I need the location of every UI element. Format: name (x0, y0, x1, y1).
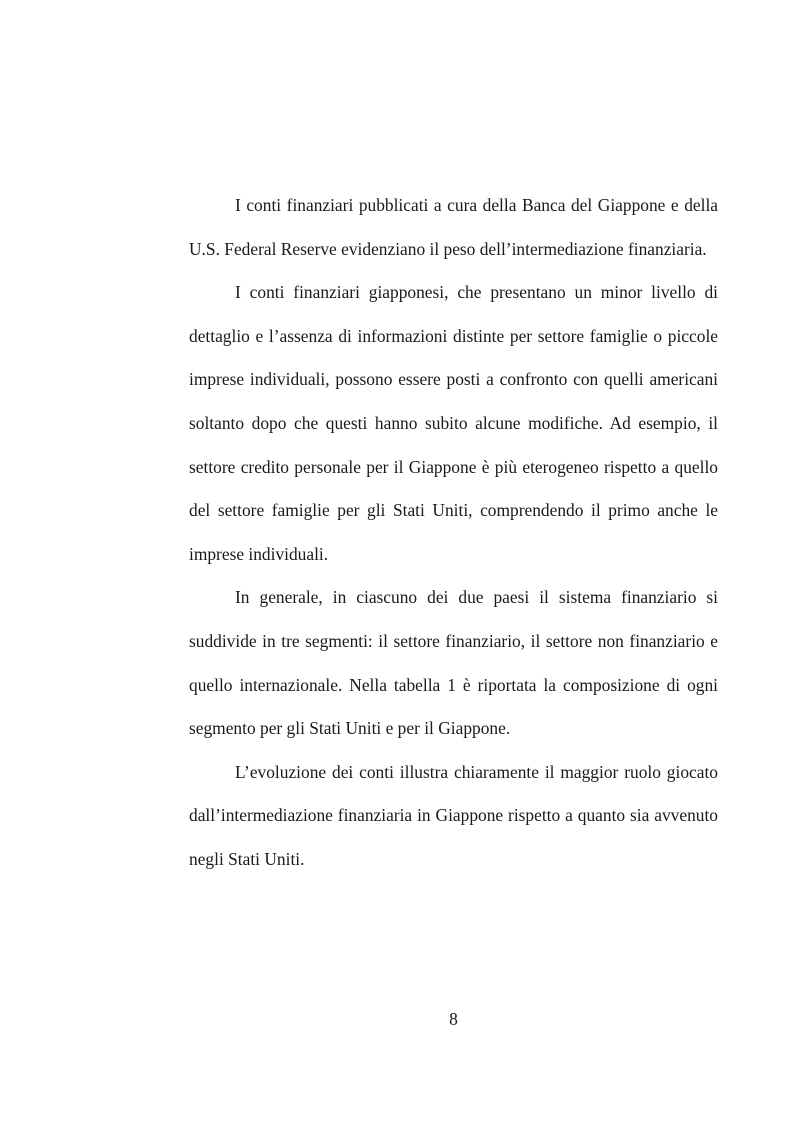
paragraph-2: I conti finanziari giapponesi, che presentano un minor livello di dettaglio e l’assenza di informazioni distinte per settore famiglie o piccole imprese individuali, possono essere posti a confronto con quelli americani soltanto dopo che questi hanno subito alcune modifiche. Ad esempio, il settore credito personale per il Giappone è più eterogeneo rispetto a quello del settore famiglie per gli Stati Uniti, comprendendo il primo anche le imprese individuali. (189, 282, 718, 564)
paragraph-4: L’evoluzione dei conti illustra chiaramente il maggior ruolo giocato dall’intermediazione finanziaria in Giappone rispetto a quanto sia avvenuto negli Stati Uniti. (189, 761, 718, 869)
page-number: 8 (449, 1009, 458, 1029)
body-text (189, 184, 718, 882)
paragraph-1: I conti finanziari pubblicati a cura della Banca del Giappone e della U.S. Federal Reserve evidenziano il peso dell’intermediazione finanziaria. (189, 195, 718, 259)
paragraph-3: In generale, in ciascuno dei due paesi il sistema finanziario si suddivide in tre segmenti: il settore finanziario, il settore non finanziario e quello internazionale. Nella tabella 1 è riportata la composizione di ogni segmento per gli Stati Uniti e per il Giappone. (189, 587, 718, 739)
